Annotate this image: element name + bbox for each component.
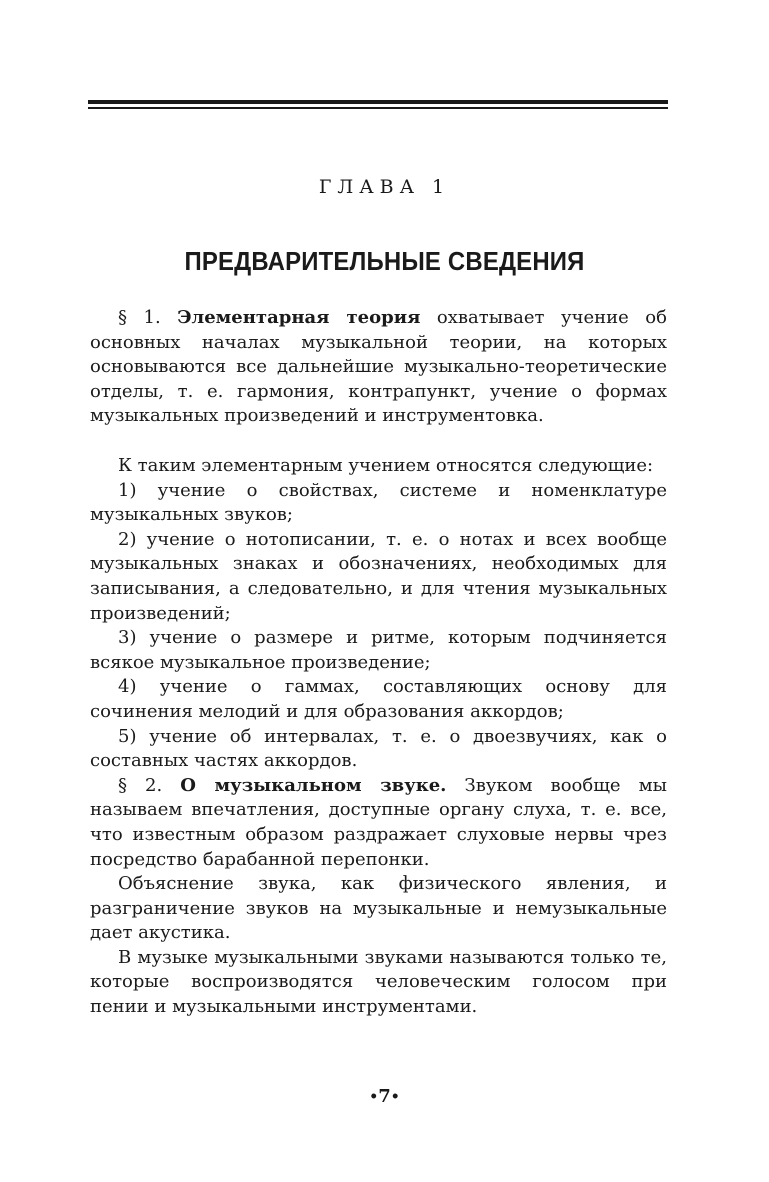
list-item-3: 3) учение о размере и ритме, которым подчиняется всякое музыкальное произведение; xyxy=(90,627,667,673)
list-item-4: 4) учение о гаммах, составляющих основу для сочинения мелодий и для образования аккордов; xyxy=(90,676,667,722)
list-item-2: 2) учение о нотописании, т. е. о нотах и всех вообще музыкальных знаках и обозначениях, необходимых для записывания, а следовательно, и для чтения музыкальных произведений; xyxy=(90,528,667,624)
section-1-text: охватывает учение об основных началах музыкальной теории, на которых основываются все дальнейшие музыкально-теоретические отделы, т. е. гармония, контрапункт, учение о формах музыкальных произведений и инструментовка. xyxy=(90,307,667,427)
list-item-1: 1) учение о свойствах, системе и номенклатуре музыкальных звуков; xyxy=(90,479,667,526)
header-rule-thick xyxy=(88,100,668,104)
section-1-paragraph xyxy=(90,306,667,429)
section-2-paragraph-2: Объяснение звука, как физического явления, и разграничение звуков на музыкальные и немузыкальные дает акустика. xyxy=(90,873,667,944)
header-rule-thin xyxy=(88,107,668,109)
page-number-value: 7 xyxy=(378,1086,391,1107)
page-number: •7• xyxy=(369,1086,400,1107)
section-1-term: Элементарная теория xyxy=(177,307,421,328)
section-2-paragraph-3: В музыке музыкальными звуками называются только те, которые воспроизводятся человеческим голосом при пении и музыкальными инструментами. xyxy=(90,946,667,1018)
chapter-label: ГЛАВА 1 xyxy=(318,176,451,198)
section-2-text: Звуком вообще мы называем впечатления, доступные органу слуха, т. е. все, что известным образом раздражает слуховые нервы чрез посредство барабанной перепонки. xyxy=(90,774,667,870)
section-2-term: О музыкальном звуке. xyxy=(180,774,447,796)
chapter-title: ПРЕДВАРИТЕЛЬНЫЕ СВЕДЕНИЯ xyxy=(184,246,585,276)
list-item-5: 5) учение об интервалах, т. е. о двоезвучиях, как о составных частях аккордов. xyxy=(90,725,667,772)
section-1-marker: § 1. xyxy=(118,307,161,328)
section-2-paragraph xyxy=(90,774,667,872)
section-1 xyxy=(90,306,667,429)
list-intro: К таким элементарным учением относятся следующие: xyxy=(118,455,654,476)
main-text xyxy=(90,454,667,1020)
section-2-marker: § 2. xyxy=(118,774,163,796)
